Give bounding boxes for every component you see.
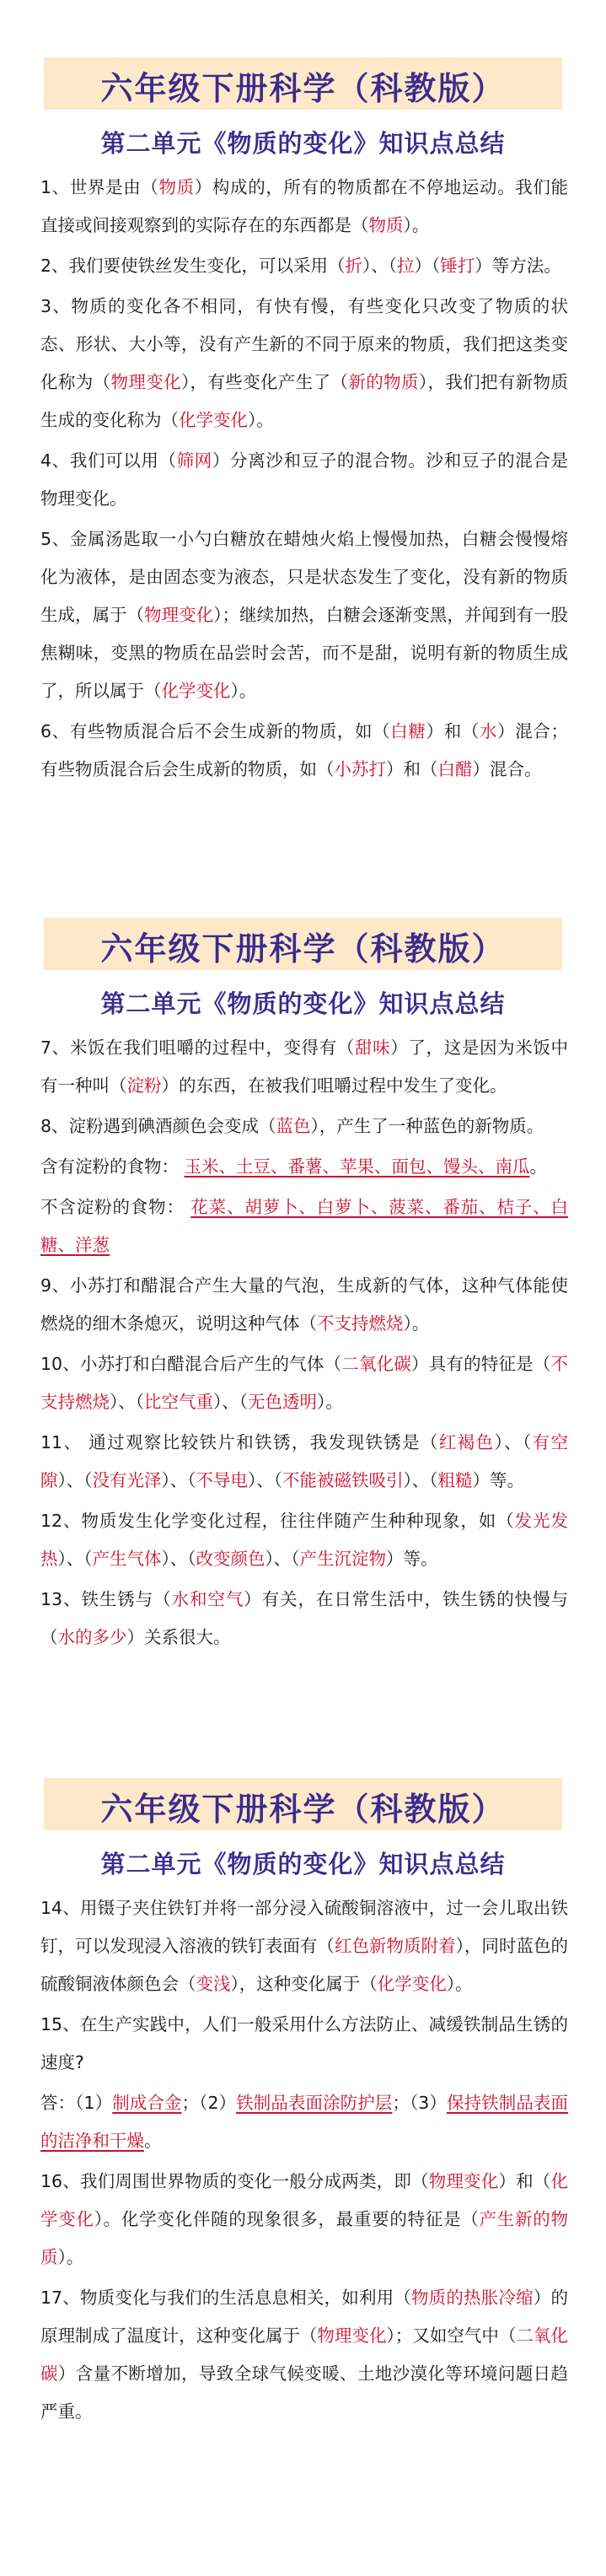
highlight-text: 物理变化 bbox=[144, 605, 214, 625]
highlight-text: 二氧化碳 bbox=[341, 1354, 412, 1374]
paragraphs bbox=[40, 1889, 568, 2433]
text-run: ），我们把有新物质生成的变化称为（ bbox=[40, 372, 569, 430]
text-run: ）、（ bbox=[161, 1549, 196, 1569]
highlight-text: 粗糙 bbox=[437, 1470, 473, 1490]
text-run: ）和（ bbox=[426, 721, 480, 741]
highlight-text: 变浅 bbox=[196, 1974, 231, 1994]
text-run: 11、 通过观察比较铁片和铁锈，我发现铁锈是（ bbox=[40, 1432, 439, 1452]
highlight-text: 筛网 bbox=[176, 450, 212, 471]
text-run: ）、（ bbox=[213, 1392, 248, 1412]
highlight-text: 甜味 bbox=[355, 1037, 391, 1058]
text-run: ）了，这是因为米饭中有一种叫（ bbox=[40, 1037, 569, 1096]
paragraph bbox=[40, 1029, 568, 1105]
text-run: ）有关，在日常生活中，铁生锈的快慢与（ bbox=[40, 1589, 568, 1647]
text-run: ），有些变化产生了（ bbox=[180, 372, 349, 392]
highlight-text: 产生气体 bbox=[92, 1549, 162, 1569]
text-run: ）含量不断增加，导致全球气候变暖、土地沙漠化等环境问题日趋严重。 bbox=[40, 2363, 569, 2422]
text-run: ）和（ bbox=[386, 759, 438, 779]
text-run: ；（2） bbox=[181, 2093, 237, 2113]
highlight-text: 水的多少 bbox=[57, 1627, 127, 1647]
text-run: 2、我们要使铁丝发生变化，可以采用（ bbox=[40, 256, 346, 276]
highlight-text: 新的物质 bbox=[348, 372, 419, 392]
paragraphs bbox=[40, 1029, 568, 1659]
paragraphs bbox=[40, 169, 568, 791]
text-run: 。 bbox=[529, 1156, 548, 1177]
text-run: ）。 bbox=[403, 1313, 430, 1334]
text-run: 6、有些物质混合后不会生成新的物质，如（ bbox=[40, 721, 391, 741]
highlight-text: 保持铁制品表面的洁净和干燥 bbox=[40, 2093, 569, 2151]
text-run: ）分离沙和豆子的混合物。沙和豆子的混合是物理变化。 bbox=[40, 450, 569, 509]
paragraph bbox=[40, 1889, 568, 2003]
title-band bbox=[44, 918, 562, 970]
paragraph bbox=[40, 1502, 568, 1578]
section-3 bbox=[0, 1721, 606, 2576]
highlight-text: 产生沉淀物 bbox=[299, 1549, 386, 1569]
highlight-text: 小苏打 bbox=[334, 759, 386, 779]
highlight-text: 产生新的物质 bbox=[40, 2209, 569, 2267]
text-run: ）、（ bbox=[403, 1470, 438, 1490]
highlight-text: 淀粉 bbox=[126, 1075, 162, 1096]
text-run: ）。 bbox=[248, 410, 274, 430]
text-run: ）构成的，所有的物质都在不停地运动。我们能直接或间接观察到的实际存在的东西都是（ bbox=[40, 177, 569, 235]
text-run: ），这种变化属于（ bbox=[230, 1974, 378, 1994]
paragraph bbox=[40, 520, 568, 710]
section-subtitle: 第二单元《物质的变化》知识点总结 bbox=[100, 129, 506, 158]
paragraph bbox=[40, 1345, 568, 1421]
text-run: ）。 bbox=[57, 2247, 84, 2267]
text-run: ；（3） bbox=[392, 2093, 448, 2113]
text-run: ）关系很大。 bbox=[126, 1627, 231, 1647]
paragraph bbox=[40, 247, 568, 285]
highlight-text: 有空隙 bbox=[40, 1432, 569, 1490]
text-run: ）（ bbox=[414, 256, 441, 276]
text-run: 7、米饭在我们咀嚼的过程中，变得有（ bbox=[40, 1037, 355, 1058]
highlight-text: 无色透明 bbox=[248, 1392, 317, 1412]
text-run: 14、用镊子夹住铁钉并将一部分浸入硫酸铜溶液中，过一会儿取出铁钉，可以发现浸入溶液的铁钉表面有（ bbox=[40, 1898, 568, 1956]
text-run: 10、小苏打和白醋混合后产生的气体（ bbox=[40, 1354, 342, 1374]
text-run: ）混合。 bbox=[472, 759, 542, 779]
text-run: 15、在生产实践中，人们一般采用什么方法防止、减缓铁制品生锈的速度? bbox=[40, 2014, 568, 2072]
paragraph bbox=[40, 1424, 568, 1500]
highlight-text: 玉米、土豆、番薯、苹果、面包、馒头、南瓜 bbox=[184, 1156, 530, 1177]
text-run: ）、（ bbox=[57, 1470, 93, 1490]
paragraph bbox=[40, 288, 568, 439]
text-run: ）具有的特征是（ bbox=[411, 1354, 551, 1374]
highlight-text: 白醋 bbox=[437, 759, 473, 779]
highlight-text: 蓝色 bbox=[276, 1116, 311, 1136]
text-run: ）。 bbox=[403, 215, 430, 235]
page-title: 六年级下册科学（科教版） bbox=[100, 930, 506, 967]
highlight-text: 铁制品表面涂防护层 bbox=[236, 2093, 393, 2113]
text-run: ）等。 bbox=[472, 1470, 524, 1490]
highlight-text: 二氧化碳 bbox=[40, 2325, 569, 2384]
title-band bbox=[44, 1778, 562, 1830]
text-run: ）、（ bbox=[362, 256, 398, 276]
text-run: ）、（ bbox=[494, 1432, 533, 1452]
text-run: ）混合；有些物质混合后会生成新的物质，如（ bbox=[40, 721, 569, 779]
paragraph bbox=[40, 2279, 568, 2431]
section-subtitle: 第二单元《物质的变化》知识点总结 bbox=[100, 1850, 506, 1878]
text-run: ）。 bbox=[317, 1392, 343, 1412]
highlight-text: 化学变化 bbox=[377, 1974, 447, 1994]
paragraph bbox=[40, 1107, 568, 1145]
highlight-text: 物质的热胀冷缩 bbox=[411, 2288, 534, 2308]
highlight-text: 花菜、胡萝卜、白萝卜、菠菜、番茄、桔子、白糖、洋葱 bbox=[40, 1197, 568, 1255]
paragraph bbox=[40, 1267, 568, 1343]
text-run: ）、（ bbox=[265, 1549, 300, 1569]
paragraph bbox=[40, 1148, 568, 1186]
paragraph bbox=[40, 442, 568, 518]
text-run: 16、我们周围世界物质的变化一般分成两类，即（ bbox=[40, 2171, 429, 2191]
highlight-text: 化学变化 bbox=[179, 410, 248, 430]
highlight-text: 物理变化 bbox=[428, 2171, 499, 2191]
highlight-text: 比空气重 bbox=[144, 1392, 213, 1412]
text-run: ）、（ bbox=[161, 1470, 196, 1490]
section-1 bbox=[0, 0, 606, 860]
text-run: 1、世界是由（ bbox=[40, 177, 159, 197]
text-run: 17、物质变化与我们的生活息息相关，如利用（ bbox=[40, 2288, 411, 2308]
highlight-text: 物理变化 bbox=[317, 2325, 387, 2346]
paragraph bbox=[40, 169, 568, 245]
page-title: 六年级下册科学（科教版） bbox=[100, 1791, 506, 1828]
text-run: 9、小苏打和醋混合产生大量的气泡，生成新的气体，这种气体能使燃烧的细木条熄灭，说明这种气体（ bbox=[40, 1275, 568, 1334]
text-run: ）；又如空气中（ bbox=[386, 2325, 517, 2346]
text-run: 。 bbox=[144, 2131, 162, 2151]
text-run: ）、（ bbox=[248, 1470, 282, 1490]
highlight-text: 锤打 bbox=[440, 256, 475, 276]
text-run: 5、金属汤匙取一小勺白糖放在蜡烛火焰上慢慢加热，白糖会慢慢熔化为液体，是由固态变为液态，只是状态发生了变化，没有新的物质生成，属于（ bbox=[40, 529, 568, 625]
highlight-text: 化学变化 bbox=[161, 681, 231, 701]
text-run: 13、铁生锈与（ bbox=[40, 1589, 172, 1609]
text-run: 12、物质发生化学变化过程，往往伴随产生种种现象，如（ bbox=[40, 1511, 515, 1531]
text-run: 不含淀粉的食物： bbox=[40, 1197, 191, 1217]
text-run: ），同时蓝色的硫酸铜液体颜色会（ bbox=[40, 1936, 569, 1994]
text-run: ）和（ bbox=[498, 2171, 551, 2191]
highlight-text: 水和空气 bbox=[171, 1589, 244, 1609]
highlight-text: 不支持燃烧 bbox=[40, 1354, 569, 1412]
section-subtitle: 第二单元《物质的变化》知识点总结 bbox=[100, 989, 506, 1018]
text-run: ）。化学变化伴随的现象很多，最重要的特征是（ bbox=[94, 2209, 480, 2229]
highlight-text: 水 bbox=[479, 721, 498, 741]
paragraph bbox=[40, 2163, 568, 2277]
highlight-text: 不导电 bbox=[196, 1470, 248, 1490]
text-run: ）等方法。 bbox=[475, 256, 561, 276]
paragraph bbox=[40, 1188, 568, 1264]
highlight-text: 红褐色 bbox=[438, 1432, 495, 1452]
title-band bbox=[44, 57, 562, 110]
highlight-text: 拉 bbox=[397, 256, 415, 276]
page-title: 六年级下册科学（科教版） bbox=[100, 70, 506, 107]
highlight-text: 化学变化 bbox=[40, 2171, 568, 2229]
highlight-text: 红色新物质附着 bbox=[334, 1936, 456, 1956]
text-run: ），产生了一种蓝色的新物质。 bbox=[310, 1116, 544, 1136]
section-2 bbox=[0, 860, 606, 1721]
text-run: ）等。 bbox=[386, 1549, 438, 1569]
text-run: 3、物质的变化各不相同，有快有慢，有些变化只改变了物质的状态、形状、大小等，没有产生新的不同于原来的物质，我们把这类变化称为（ bbox=[40, 296, 568, 392]
highlight-text: 物质 bbox=[158, 177, 195, 197]
highlight-text: 发光发热 bbox=[40, 1511, 568, 1569]
highlight-text: 没有光泽 bbox=[92, 1470, 162, 1490]
highlight-text: 折 bbox=[345, 256, 363, 276]
paragraph bbox=[40, 713, 568, 789]
text-run: ）、（ bbox=[110, 1392, 144, 1412]
text-run: ）的东西，在被我们咀嚼过程中发生了变化。 bbox=[161, 1075, 507, 1096]
highlight-text: 不能被磁铁吸引 bbox=[282, 1470, 404, 1490]
text-run: ）；继续加热，白糖会逐渐变黑，并闻到有一股焦糊味，变黑的物质在品尝时会苦，而不是甜，说明有新的物质生成了，所以属于（ bbox=[40, 605, 569, 701]
text-run: 4、我们可以用（ bbox=[40, 450, 177, 471]
paragraph bbox=[40, 2006, 568, 2082]
paragraph bbox=[40, 1581, 568, 1657]
text-run: 8、淀粉遇到碘酒颜色会变成（ bbox=[40, 1116, 276, 1136]
text-run: 含有淀粉的食物： bbox=[40, 1156, 185, 1177]
text-run: ）。 bbox=[230, 681, 257, 701]
highlight-text: 不支持燃烧 bbox=[317, 1313, 404, 1334]
highlight-text: 物质 bbox=[368, 215, 404, 235]
highlight-text: 白糖 bbox=[390, 721, 426, 741]
text-run: ）。 bbox=[446, 1974, 473, 1994]
text-run: ）的原理制成了温度计，这种变化属于（ bbox=[40, 2288, 568, 2346]
highlight-text: 改变颜色 bbox=[196, 1549, 265, 1569]
paragraph bbox=[40, 2084, 568, 2160]
text-run: ）、（ bbox=[57, 1549, 93, 1569]
highlight-text: 物理变化 bbox=[110, 372, 181, 392]
text-run: 答：（1） bbox=[40, 2093, 113, 2113]
highlight-text: 制成合金 bbox=[112, 2093, 182, 2113]
